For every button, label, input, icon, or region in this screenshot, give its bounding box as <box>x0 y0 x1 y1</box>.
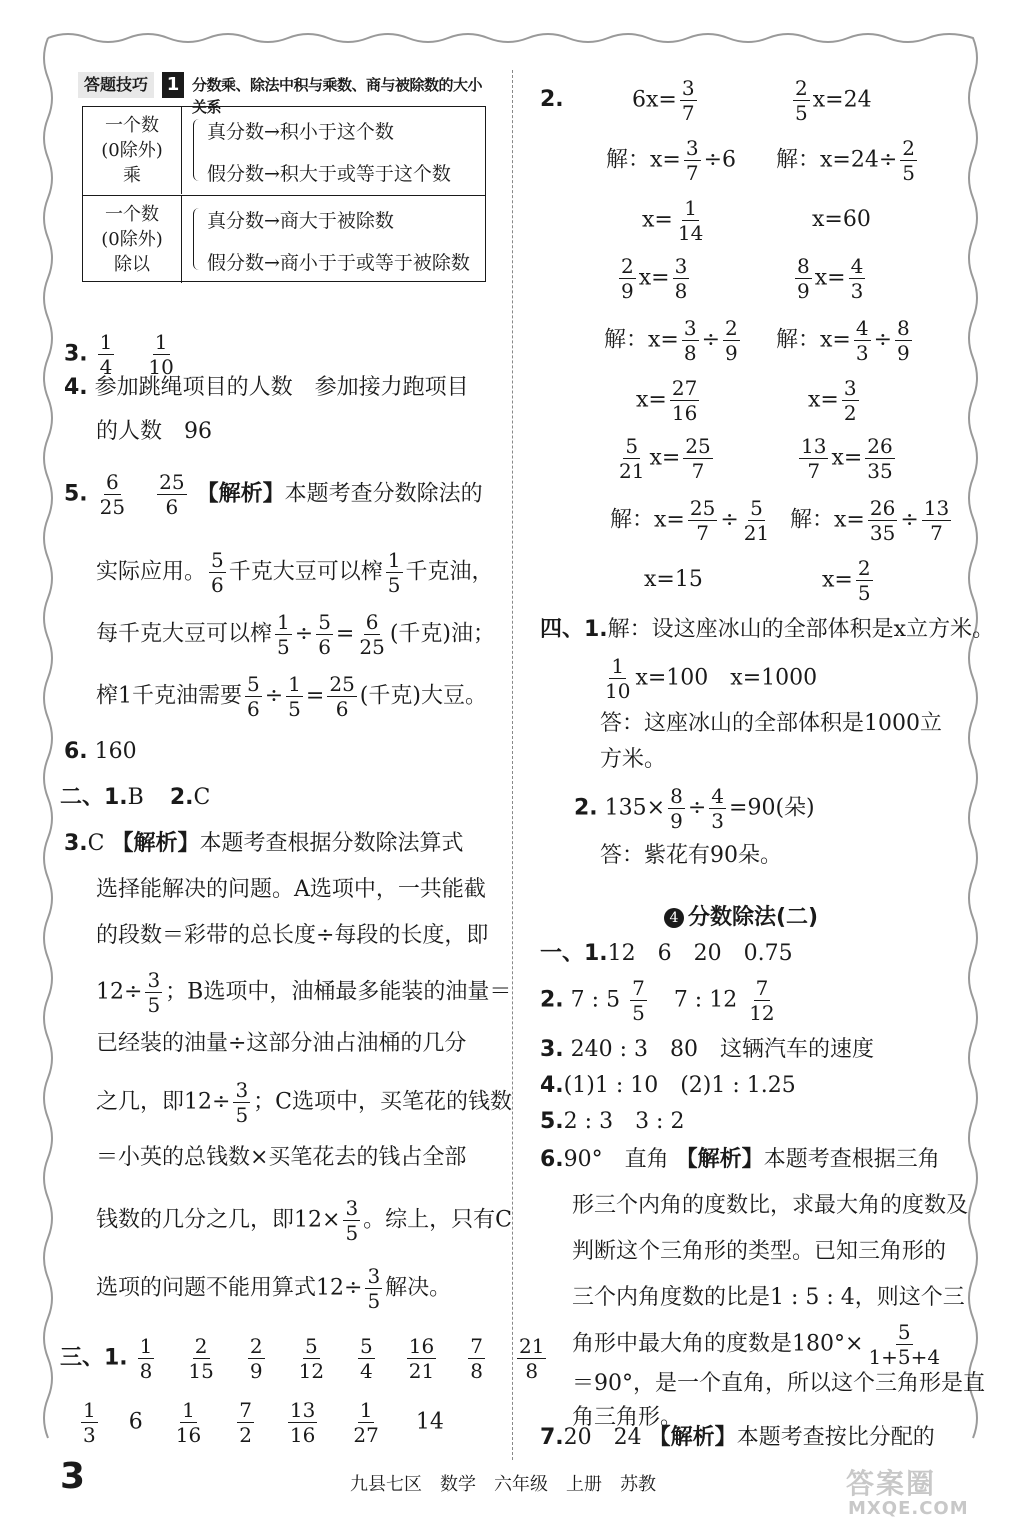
equation: x= $\frac{27}{16}$ <box>636 376 698 425</box>
answer-5: 5.2 : 3 3 : 2 <box>540 1109 685 1134</box>
tip-header <box>78 72 490 116</box>
analysis-line: 形三个内角的度数比，求最大角的度数及 <box>572 1193 969 1218</box>
label-line: (0除外) <box>101 140 163 161</box>
fraction: $\frac{1}{3}$ <box>83 1398 96 1447</box>
fraction: $\frac{1}{27}$ <box>353 1398 379 1447</box>
equation: $\frac{8}{9}$ x= $\frac{4}{3}$ <box>797 254 864 303</box>
section-number: 三、1. <box>60 1345 128 1371</box>
answer-text: 160 <box>94 739 137 764</box>
equation: 解：x= $\frac{25}{7}$ ÷ $\frac{5}{21}$ <box>610 496 770 545</box>
fraction: $\frac{13}{16}$ <box>289 1398 316 1447</box>
answer-text: 6 <box>128 1409 143 1435</box>
analysis-line: 钱数的几分之几，即12× $\frac{3}{5}$ 。综上，只有C <box>96 1196 513 1245</box>
item-number: 6. <box>64 739 88 764</box>
analysis-line: 判断这个三角形的类型。已知三角形的 <box>572 1239 947 1264</box>
equation: 解：x= $\frac{3}{7}$ ÷6 <box>606 136 737 185</box>
tip-line: 真分数→积小于这个数 <box>207 121 394 143</box>
answer-1: 一、1.12 6 20 0.75 <box>540 941 793 966</box>
tip-row-label <box>83 107 182 194</box>
section-number: 二、1. <box>60 785 128 810</box>
section-title: 4 分数除法(二) <box>664 900 818 931</box>
analysis-line: 的段数＝彩带的总长度÷每段的长度，即 <box>96 923 489 948</box>
answer-5-line2: 实际应用。 $\frac{5}{6}$ 千克大豆可以榨 $\frac{1}{5}$ 千克油， <box>96 548 494 597</box>
fraction: $\frac{7}{2}$ <box>239 1398 252 1447</box>
fraction: $\frac{7}{8}$ <box>470 1334 483 1383</box>
answer-5-line4: 榨1千克油需要 $\frac{5}{6}$ ÷ $\frac{1}{5}$ = $\frac{25}{6}$ (千克)大豆。 <box>96 672 487 721</box>
answer-text: C <box>87 831 105 856</box>
analysis-line: 选择能解决的问题。A选项中，一共能截 <box>96 877 486 902</box>
answer-7: 7.20 24 【解析】本题考查按比分配的 <box>540 1425 935 1450</box>
answer-4: 4.(1)1 : 10 (2)1 : 1.25 <box>540 1073 796 1098</box>
answer-5-line3: 每千克大豆可以榨 $\frac{1}{5}$ ÷ $\frac{5}{6}$ = $\frac{6}{25}$ (千克)油； <box>96 610 495 659</box>
tip-line: 假分数→积大于或等于这个数 <box>207 163 451 185</box>
fraction: $\frac{1}{16}$ <box>175 1398 202 1447</box>
label-line: 一个数 <box>105 204 159 225</box>
section-4-line3: 答：这座冰山的全部体积是1000立 <box>600 711 942 736</box>
label-line: 除以 <box>114 254 150 275</box>
footer-text: 九县七区 数学 六年级 上册 苏教 <box>350 1474 656 1495</box>
equation: $\frac{5}{21}$ x= $\frac{25}{7}$ <box>619 434 711 483</box>
analysis-line: 之几，即12÷ $\frac{3}{5}$ ；C选项中，买笔花的钱数 <box>96 1078 513 1127</box>
section-4-line4: 方米。 <box>600 747 667 772</box>
label-line: 乘 <box>123 165 141 186</box>
brace-icon <box>193 119 204 181</box>
fraction: $\frac{1}{10}$ <box>148 330 174 379</box>
fraction: $\frac{6}{25}$ <box>99 470 126 519</box>
fraction: $\frac{1}{4}$ <box>99 330 113 379</box>
fraction: $\frac{2}{15}$ <box>188 1334 214 1383</box>
equation: x= $\frac{2}{5}$ <box>822 556 871 605</box>
analysis-line: 三个内角度数的比是1 : 5 : 4，则这个三 <box>572 1285 965 1310</box>
equation: 解：x= $\frac{4}{3}$ ÷ $\frac{8}{9}$ <box>776 316 910 365</box>
equation: 解：x= $\frac{3}{8}$ ÷ $\frac{2}{9}$ <box>604 316 738 365</box>
watermark-logo: 答案圈 MXQE.COM <box>846 1467 969 1519</box>
answer-4 <box>64 374 469 402</box>
section-4-q2: 2. 135× $\frac{8}{9}$ ÷ $\frac{4}{3}$ =90(朵) <box>574 784 815 833</box>
tip-row-multiply <box>83 107 485 194</box>
tip-row-divide <box>83 195 485 283</box>
section-4-q2-answer: 答：紫花有90朵。 <box>600 843 782 868</box>
page-number: 3 <box>60 1456 86 1497</box>
fraction: $\frac{25}{6}$ <box>159 470 185 519</box>
item-number: 2. <box>540 87 564 112</box>
equation: 解：x= $\frac{26}{35}$ ÷ $\frac{13}{7}$ <box>790 496 950 545</box>
section-3-row2 <box>78 1398 444 1447</box>
answer-2-3 <box>64 830 464 858</box>
equation: 解：x=24÷ $\frac{2}{5}$ <box>776 136 916 185</box>
fraction: $\frac{1}{8}$ <box>139 1334 153 1383</box>
item-number: 3. <box>64 341 88 367</box>
analysis-line: ＝小英的总钱数×买笔花去的钱占全部 <box>96 1145 467 1170</box>
fraction: $\frac{5}{12}$ <box>298 1334 325 1383</box>
analysis-tag: 【解析】 <box>111 831 200 856</box>
analysis-line: 12÷ $\frac{3}{5}$ ；B选项中，油桶最多能装的油量＝ <box>96 968 512 1017</box>
answer-text: 14 <box>415 1409 444 1435</box>
equation: 6x= $\frac{3}{7}$ <box>632 76 695 125</box>
tip-title: 分数乘、除法中积与乘数、商与被除数的大小关系 <box>192 76 483 116</box>
section-3-row1 <box>60 1334 549 1383</box>
answer-3 <box>64 330 179 379</box>
analysis-line: 选项的问题不能用算式12÷ $\frac{3}{5}$ 解决。 <box>96 1264 452 1313</box>
fraction: $\frac{16}{21}$ <box>408 1334 435 1383</box>
brace-icon <box>193 208 204 270</box>
section-2-answers <box>60 784 210 812</box>
fraction: $\frac{2}{9}$ <box>249 1334 263 1383</box>
section-4-line2: $\frac{1}{10}$ x=100 x=1000 <box>605 654 818 703</box>
equation: x= $\frac{3}{2}$ <box>808 376 857 425</box>
answer-3: 3. 240 : 3 80 这辆汽车的速度 <box>540 1037 875 1062</box>
answer-text: 本题考查分数除法的 <box>284 481 483 507</box>
equation: x= $\frac{1}{14}$ <box>642 196 704 245</box>
answer-6: 6.90° 直角 【解析】本题考查根据三角 <box>540 1147 940 1172</box>
fraction: $\frac{5}{4}$ <box>360 1334 373 1383</box>
section-circle-number: 4 <box>664 908 684 928</box>
answer-text: C <box>193 785 211 810</box>
analysis-line: ＝90°，是一个直角，所以这个三角形是直 <box>572 1371 985 1396</box>
tip-badge: 答题技巧 <box>78 72 154 98</box>
tip-line: 真分数→商大于被除数 <box>207 210 394 232</box>
column-divider <box>512 70 513 1460</box>
equation: x=15 <box>644 567 703 592</box>
tip-row-label <box>83 196 182 283</box>
item-number: 3. <box>64 831 88 856</box>
item-number: 5. <box>64 481 88 507</box>
section-number: 四、1. <box>540 617 608 642</box>
answer-text: 参加跳绳项目的人数 参加接力跑项目 <box>94 375 469 400</box>
answer-5 <box>64 470 483 519</box>
item-number: 2. <box>169 785 194 810</box>
equation: $\frac{2}{9}$ x= $\frac{3}{8}$ <box>621 254 688 303</box>
answer-4-line2: 的人数 96 <box>96 419 212 444</box>
answer-2: 2. 7 : 5 $\frac{7}{5}$ 7 : 12 $\frac{7}{12}$ <box>540 976 775 1025</box>
analysis-line: 已经装的油量÷这部分油占油桶的几分 <box>96 1031 467 1056</box>
equation: x=60 <box>812 207 871 232</box>
answer-6 <box>64 738 137 766</box>
answer-text: B <box>127 785 144 810</box>
equation: $\frac{2}{5}$ x=24 <box>795 76 872 125</box>
tip-line: 假分数→商小于于或等于被除数 <box>207 252 470 274</box>
fraction: $\frac{21}{8}$ <box>518 1334 545 1383</box>
analysis-line: 角三角形。 <box>572 1405 683 1430</box>
analysis-tag: 【解析】 <box>196 481 285 507</box>
section-4-line1: 四、1.解：设这座冰山的全部体积是x立方米。 <box>540 617 995 642</box>
analysis-line: 角形中最大角的度数是180°× $\frac{5}{1+5+4}$ <box>572 1320 941 1369</box>
tip-number: 1 <box>162 72 184 98</box>
label-line: 一个数 <box>105 115 159 136</box>
tip-table <box>82 106 486 282</box>
answer-text: 本题考查根据分数除法算式 <box>199 831 464 856</box>
item-number: 4. <box>64 375 88 400</box>
equation: $\frac{13}{7}$ x= $\frac{26}{35}$ <box>801 434 893 483</box>
label-line: (0除外) <box>101 229 163 250</box>
